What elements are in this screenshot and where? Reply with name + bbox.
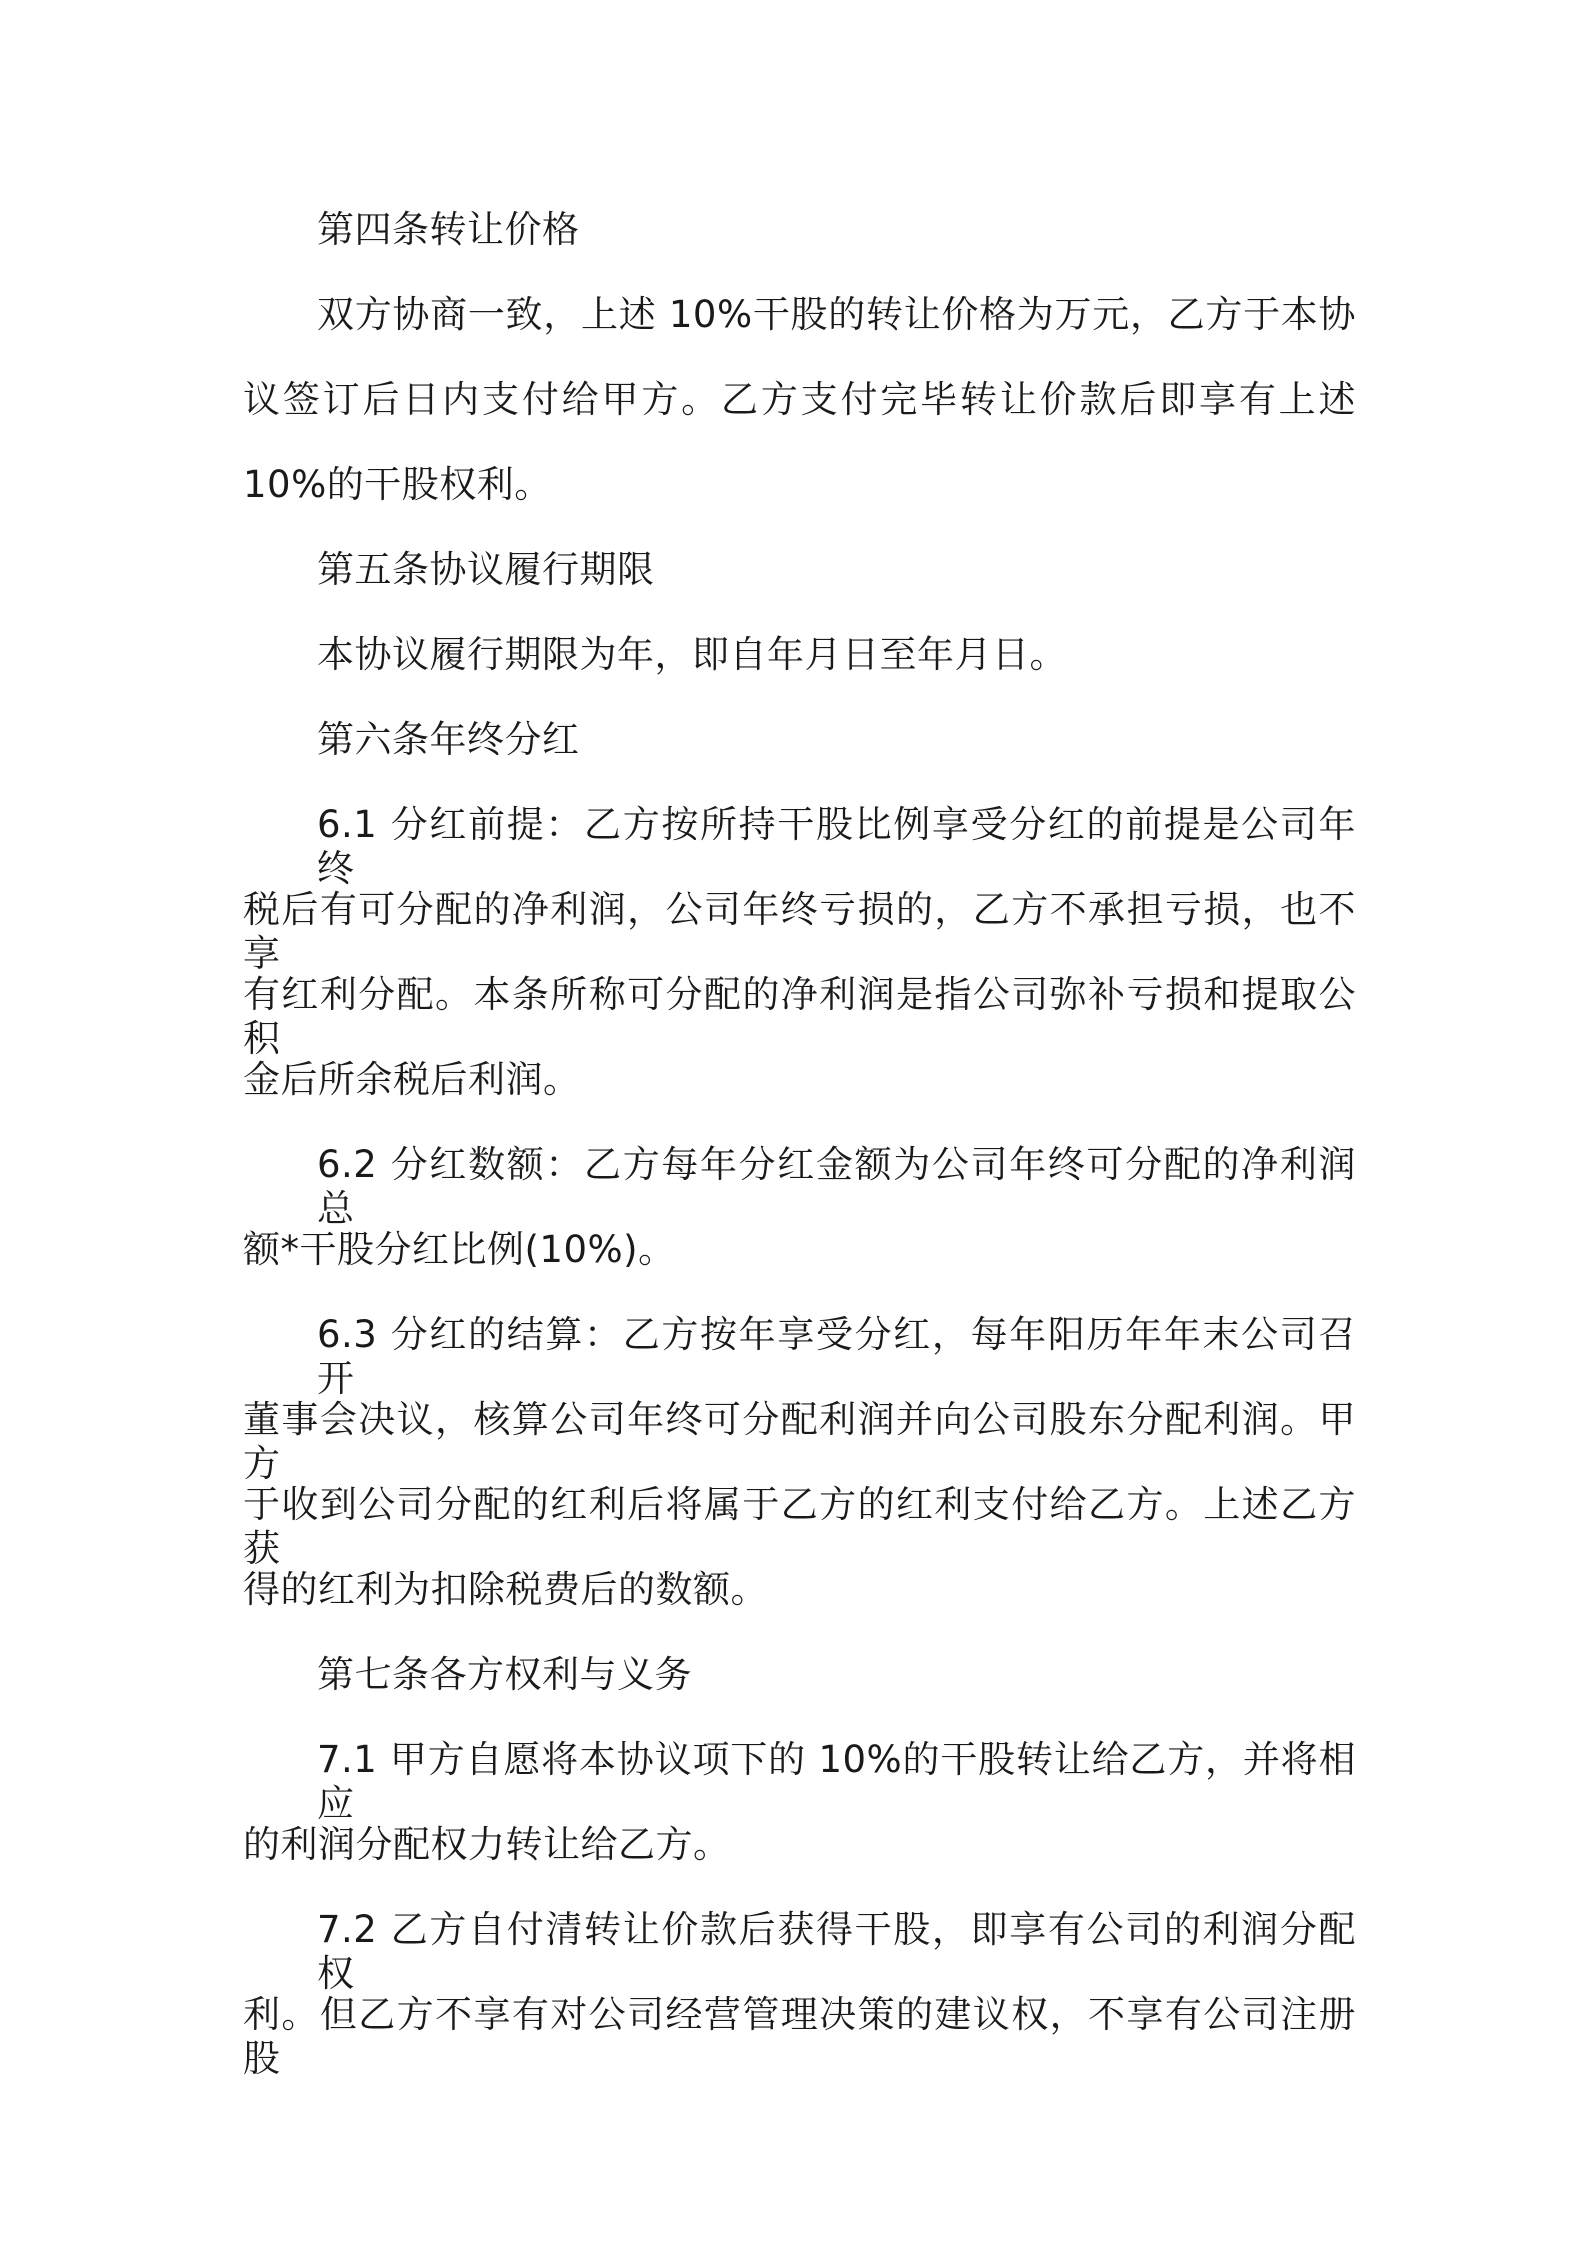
heading-article-5: 第五条协议履行期限 xyxy=(317,548,655,591)
paragraph-line: 得的红利为扣除税费后的数额。 xyxy=(243,1568,768,1611)
paragraph-line: 10%的干股权利。 xyxy=(243,463,552,506)
paragraph-line: 金后所余税后利润。 xyxy=(243,1058,581,1101)
paragraph-line: 7.2 乙方自付清转让价款后获得干股，即享有公司的利润分配权 xyxy=(317,1908,1356,1995)
paragraph-line: 双方协商一致，上述 10%干股的转让价格为万元，乙方于本协 xyxy=(317,293,1356,336)
paragraph-line: 额*干股分红比例(10%)。 xyxy=(243,1228,676,1271)
paragraph-line: 利。但乙方不享有对公司经营管理决策的建议权，不享有公司注册股 xyxy=(243,1993,1356,2080)
paragraph-line: 7.1 甲方自愿将本协议项下的 10%的干股转让给乙方，并将相应 xyxy=(317,1738,1356,1825)
paragraph-line: 议签订后日内支付给甲方。乙方支付完毕转让价款后即享有上述 xyxy=(243,378,1356,421)
paragraph-line: 董事会决议，核算公司年终可分配利润并向公司股东分配利润。甲方 xyxy=(243,1398,1356,1485)
paragraph-line: 于收到公司分配的红利后将属于乙方的红利支付给乙方。上述乙方获 xyxy=(243,1483,1356,1570)
paragraph-line: 税后有可分配的净利润，公司年终亏损的，乙方不承担亏损，也不享 xyxy=(243,888,1356,975)
paragraph-line: 有红利分配。本条所称可分配的净利润是指公司弥补亏损和提取公积 xyxy=(243,973,1356,1060)
paragraph-line: 6.1 分红前提：乙方按所持干股比例享受分红的前提是公司年终 xyxy=(317,803,1356,890)
paragraph-line: 6.2 分红数额：乙方每年分红金额为公司年终可分配的净利润总 xyxy=(317,1143,1356,1230)
paragraph-line: 的利润分配权力转让给乙方。 xyxy=(243,1823,731,1866)
heading-article-7: 第七条各方权利与义务 xyxy=(317,1653,692,1696)
paragraph-line: 本协议履行期限为年，即自年月日至年月日。 xyxy=(317,633,1067,676)
heading-article-4: 第四条转让价格 xyxy=(317,208,580,251)
heading-article-6: 第六条年终分红 xyxy=(317,718,580,761)
paragraph-line: 6.3 分红的结算：乙方按年享受分红，每年阳历年年末公司召开 xyxy=(317,1313,1356,1400)
